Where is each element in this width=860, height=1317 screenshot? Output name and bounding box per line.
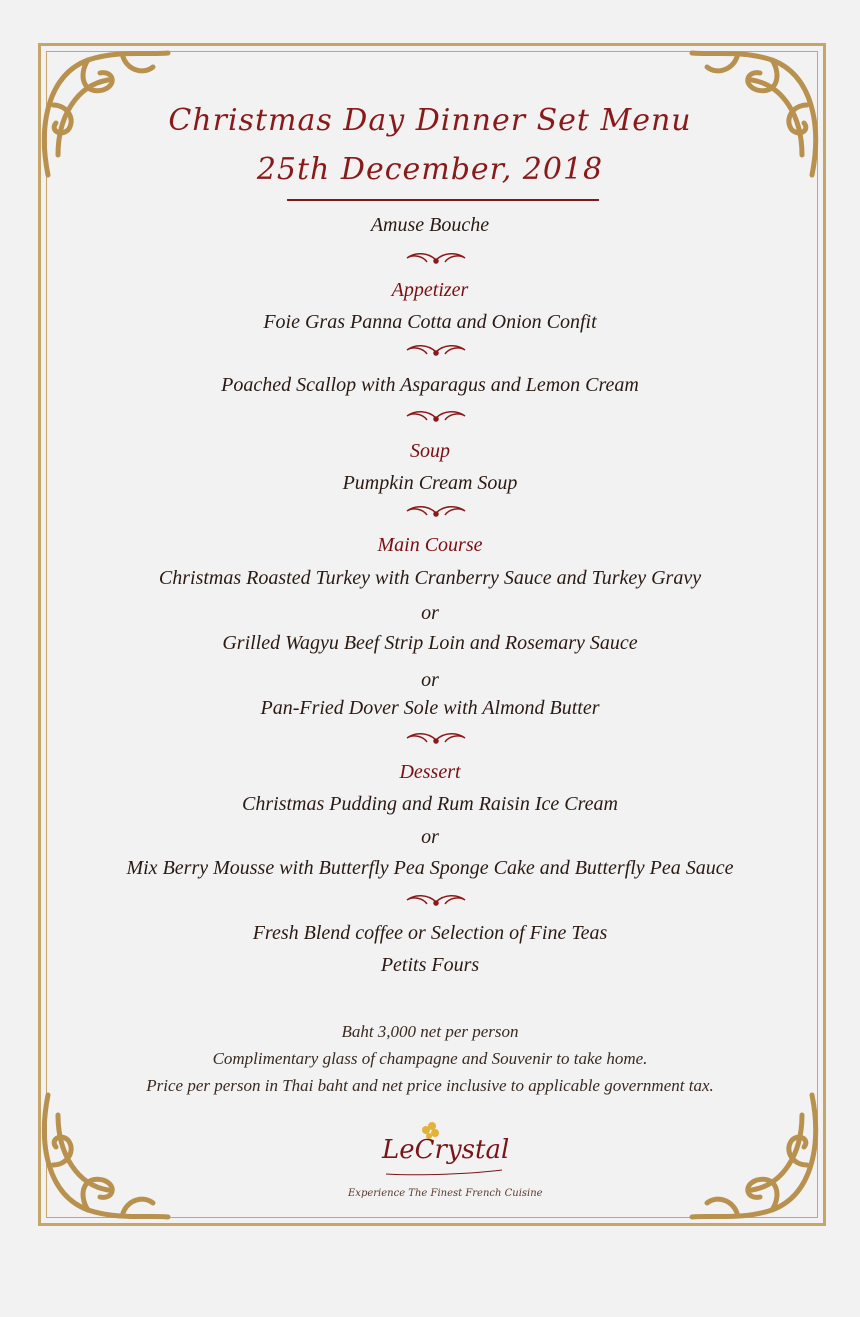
logo-tagline: Experience The Finest French Cuisine [348, 1188, 543, 1199]
dessert-item: Christmas Pudding and Rum Raisin Ice Cream [242, 793, 618, 815]
or-separator: or [421, 669, 439, 691]
main-course-item: Pan-Fried Dover Sole with Almond Butter [260, 697, 600, 719]
main-course-heading: Main Course [377, 534, 483, 556]
appetizer-item: Foie Gras Panna Cotta and Onion Confit [263, 311, 597, 333]
tax-note: Price per person in Thai baht and net price inclusive to applicable government tax. [146, 1076, 714, 1095]
corner-ornament-bottom-left-icon [28, 1085, 178, 1235]
complimentary-note: Complimentary glass of champagne and Souvenir to take home. [212, 1049, 648, 1068]
coffee-tea-item: Fresh Blend coffee or Selection of Fine Teas [252, 922, 608, 944]
menu-date: 25th December, 2018 [256, 152, 604, 187]
menu-title: Christmas Day Dinner Set Menu [168, 103, 692, 138]
price-note: Baht 3,000 net per person [341, 1022, 519, 1041]
flourish-divider-icon [403, 408, 469, 424]
flourish-divider-icon [403, 250, 469, 266]
flourish-divider-icon [403, 503, 469, 519]
logo-wordmark: LeCrystal [382, 1135, 510, 1165]
dessert-heading: Dessert [399, 761, 461, 783]
soup-heading: Soup [410, 440, 450, 462]
flourish-divider-icon [403, 892, 469, 908]
flourish-divider-icon [403, 730, 469, 746]
corner-ornament-bottom-right-icon [682, 1085, 832, 1235]
appetizer-heading: Appetizer [391, 279, 469, 301]
flourish-divider-icon [403, 342, 469, 358]
title-underline [287, 199, 599, 201]
dessert-item: Mix Berry Mousse with Butterfly Pea Sponge Cake and Butterfly Pea Sauce [126, 857, 734, 879]
main-course-item: Grilled Wagyu Beef Strip Loin and Rosemary Sauce [222, 632, 638, 654]
soup-item: Pumpkin Cream Soup [342, 472, 518, 494]
petits-fours-item: Petits Fours [380, 954, 480, 976]
appetizer-item: Poached Scallop with Asparagus and Lemon Cream [221, 374, 639, 396]
or-separator: or [421, 602, 439, 624]
main-course-item: Christmas Roasted Turkey with Cranberry Sauce and Turkey Gravy [158, 567, 702, 589]
amuse-bouche: Amuse Bouche [370, 214, 490, 236]
or-separator: or [421, 826, 439, 848]
